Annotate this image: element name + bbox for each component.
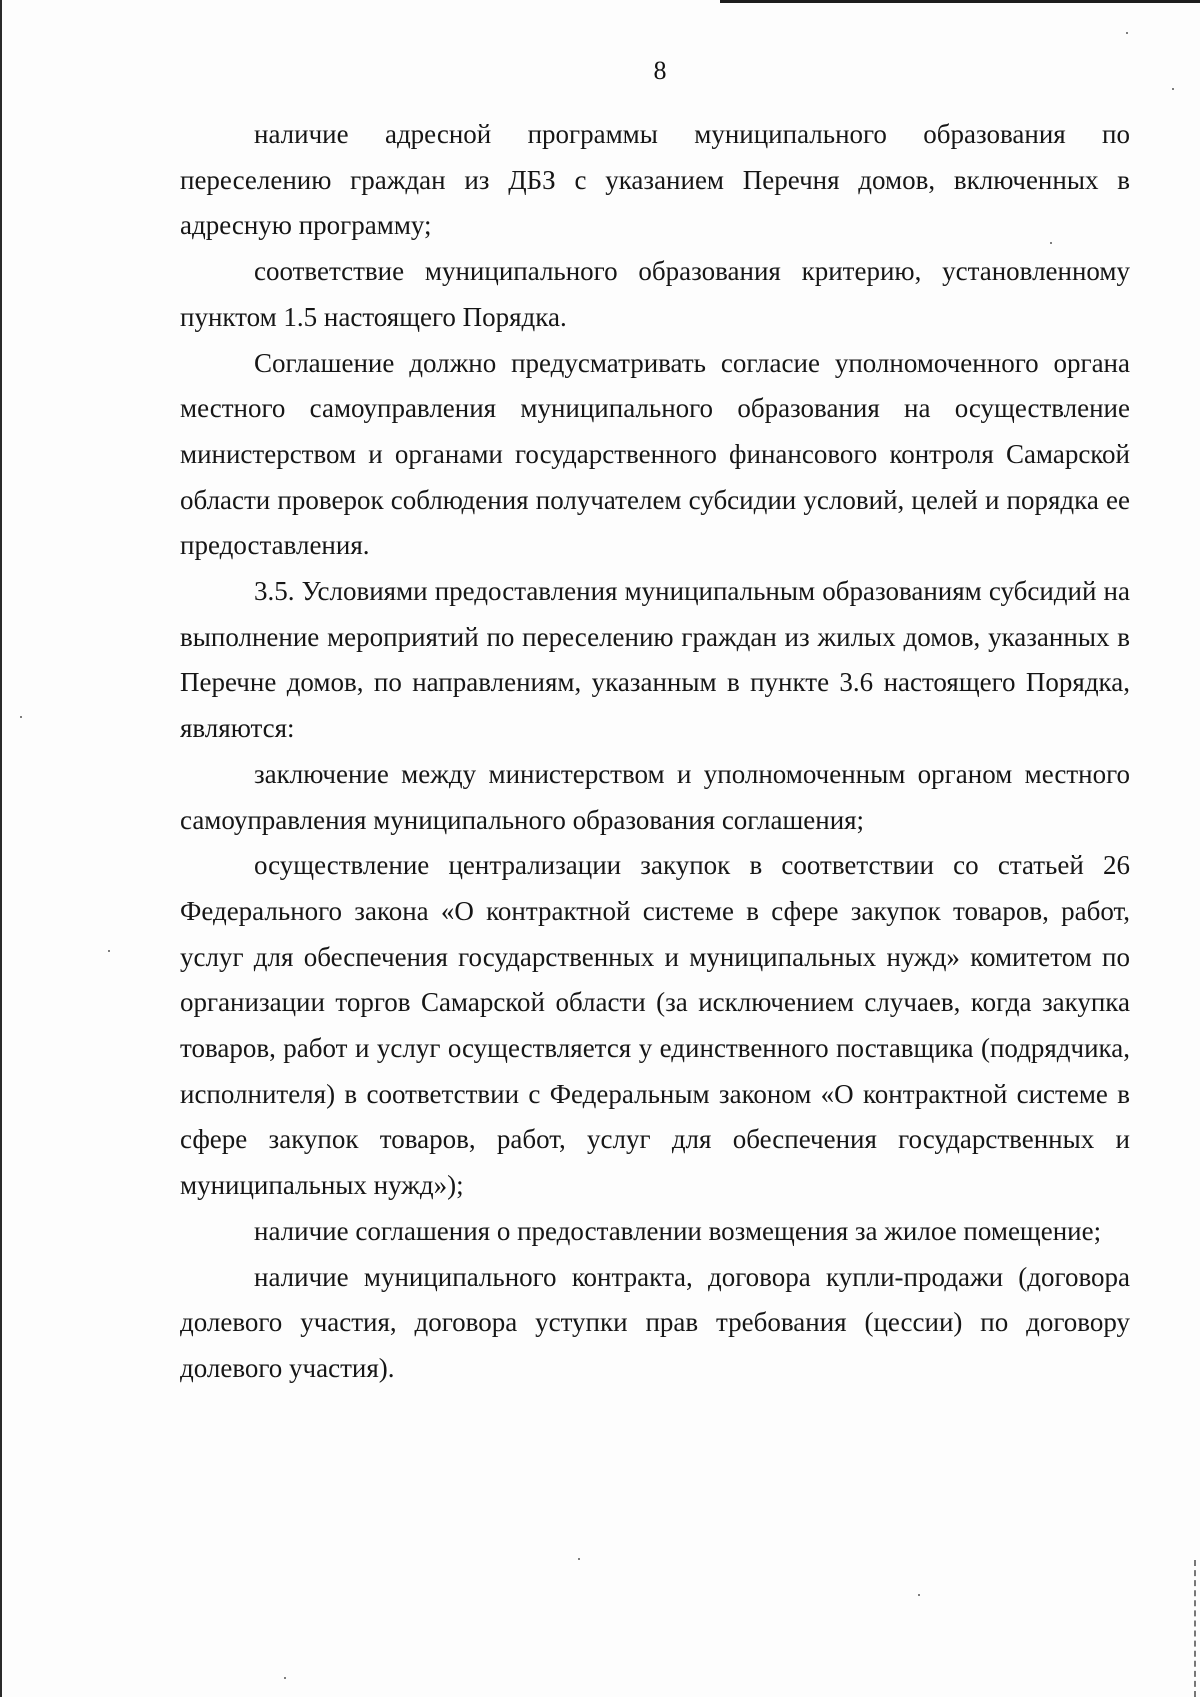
scan-speck bbox=[918, 1594, 920, 1596]
paragraph-agreement-conclusion: заключение между министерством и уполномоченным органом местного самоуправления муниципального образования соглашения; bbox=[180, 758, 1130, 835]
scan-speck bbox=[1126, 32, 1128, 34]
scan-speck bbox=[284, 1677, 286, 1679]
paragraph-agreement-consent: Соглашение должно предусматривать согласие уполномоченного органа местного самоуправления муниципального образования на осуществление министерством и органами государственного финансового контроля Самарской области проверок соблюдения получателем субсидии условий, целей и порядка ее предоставления. bbox=[180, 347, 1130, 561]
paragraph-procurement-centralization: осуществление централизации закупок в соответствии со статьей 26 Федерального закона «О контрактной системе в сфере закупок товаров, работ, услуг для обеспечения государственных и муниципальных нужд» комитетом по организации торгов Самарской области (за исключением случаев, когда закупка товаров, работ и услуг осуществляется у единственного поставщика (подрядчика, исполнителя) в соответствии с Федеральным законом «О контрактной системе в сфере закупок товаров, работ, услуг для обеспечения государственных и муниципальных нужд»); bbox=[180, 850, 1130, 1201]
document-body bbox=[180, 112, 1130, 1392]
scan-speck bbox=[20, 716, 22, 718]
paragraph-municipal-contract: наличие муниципального контракта, договора купли-продажи (договора долевого участия, договора уступки прав требования (цессии) по договору долевого участия). bbox=[180, 1261, 1130, 1383]
scan-speck bbox=[578, 1558, 580, 1560]
paragraph-compensation-agreement: наличие соглашения о предоставлении возмещения за жилое помещение; bbox=[254, 1215, 1102, 1246]
paragraph-address-program: наличие адресной программы муниципального образования по переселению граждан из ДБЗ с указанием Перечня домов, включенных в адресную программу; bbox=[180, 119, 1130, 241]
scan-edge-right bbox=[1194, 1560, 1198, 1697]
page-number: 8 bbox=[653, 56, 667, 85]
scan-speck bbox=[108, 950, 110, 952]
paragraph-criterion: соответствие муниципального образования критерию, установленному пунктом 1.5 настоящего Порядка. bbox=[180, 256, 1130, 332]
scan-edge-left bbox=[0, 0, 2, 1697]
paragraph-section-3-5: 3.5. Условиями предоставления муниципальным образованиям субсидий на выполнение мероприятий по переселению граждан из жилых домов, указанных в Перечне домов, по направлениям, указанным в пункте 3.6 настоящего Порядка, являются: bbox=[180, 576, 1130, 744]
scan-edge-top bbox=[720, 0, 1200, 3]
scan-speck bbox=[1172, 88, 1174, 90]
